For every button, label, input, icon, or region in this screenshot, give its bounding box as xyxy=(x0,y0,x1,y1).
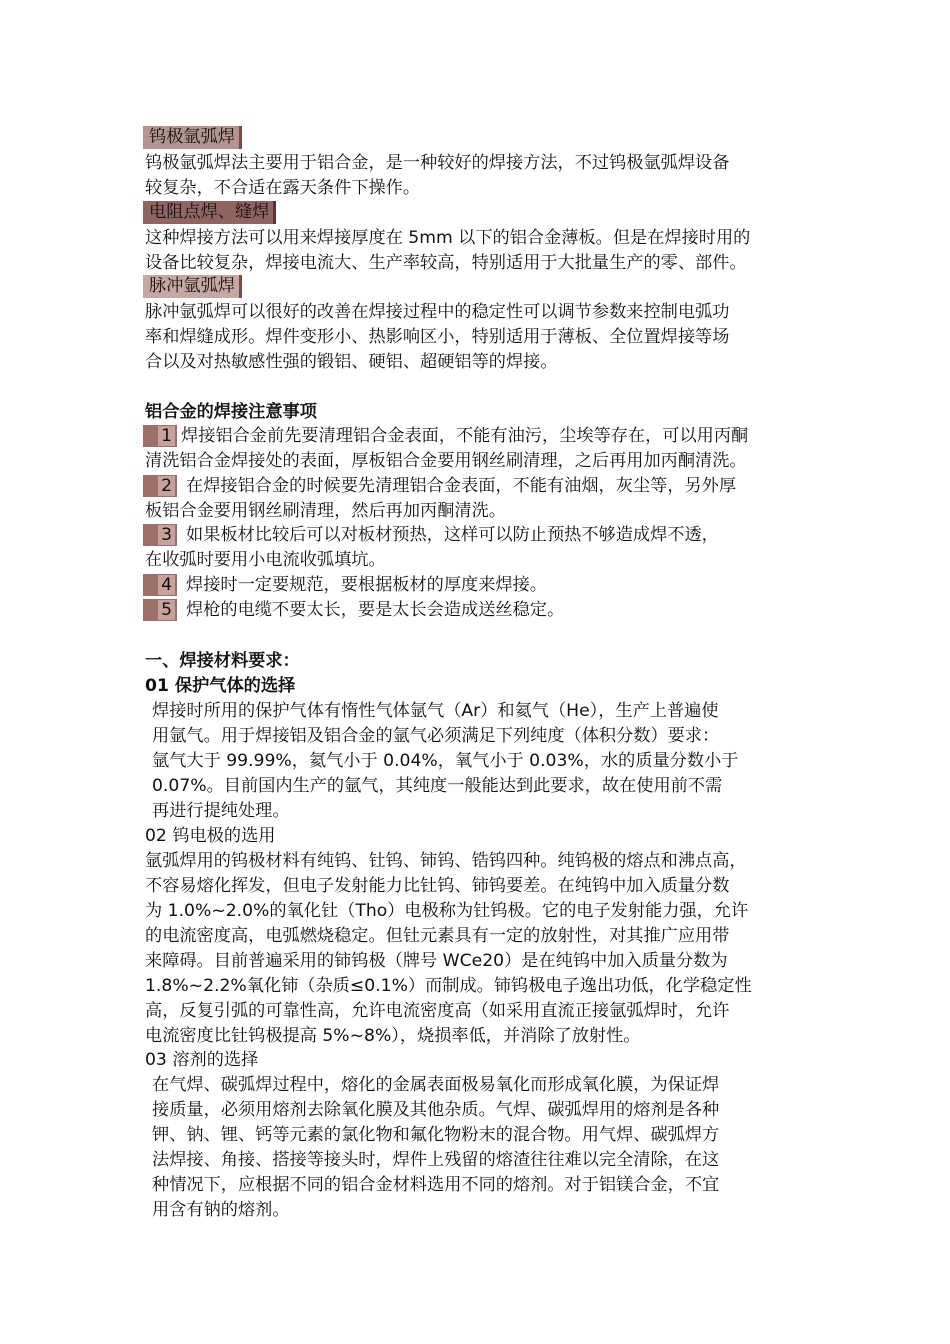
note-number-badge xyxy=(143,475,177,497)
note-number: 4 xyxy=(158,575,175,595)
note-line: 在收弧时要用小电流收弧填坑。 xyxy=(145,550,386,570)
tig-line: 较复杂，不合适在露天条件下操作。 xyxy=(145,178,421,198)
note-line: 清洗铝合金焊接处的表面，厚板铝合金要用钢丝刷清理，之后再用加丙酮清洗。 xyxy=(145,451,747,471)
gas-title: 01 保护气体的选择 xyxy=(145,676,296,696)
spot-line: 这种焊接方法可以用来焊接厚度在 5mm 以下的铝合金薄板。但是在焊接时用的 xyxy=(145,228,751,248)
note-line: 焊接时一定要规范，要根据板材的厚度来焊接。 xyxy=(186,575,547,595)
notes-title: 铝合金的焊接注意事项 xyxy=(145,402,317,422)
note-number-badge xyxy=(143,574,177,596)
note-number: 2 xyxy=(158,476,175,496)
note-number: 3 xyxy=(158,525,175,545)
flux-line: 钾、钠、锂、钙等元素的氯化物和氟化物粉末的混合物。用气焊、碳弧焊方 xyxy=(152,1125,720,1145)
electrode-line: 电流密度比钍钨极提高 5%~8%），烧损率低，并消除了放射性。 xyxy=(145,1026,641,1046)
electrode-line: 氩弧焊用的钨极材料有纯钨、钍钨、铈钨、锆钨四种。纯钨极的熔点和沸点高， xyxy=(145,851,747,871)
gas-line: 再进行提纯处理。 xyxy=(152,801,290,821)
flux-line: 法焊接、角接、搭接等接头时，焊件上残留的熔渣往往难以完全清除，在这 xyxy=(152,1150,720,1170)
flux-line: 在气焊、碳弧焊过程中，熔化的金属表面极易氧化而形成氧化膜，为保证焊 xyxy=(152,1075,720,1095)
note-number-badge xyxy=(143,425,177,447)
note-number-badge xyxy=(143,524,177,546)
note-line: 焊接铝合金前先要清理铝合金表面，不能有油污，尘埃等存在，可以用丙酮 xyxy=(181,426,749,446)
pulse-heading: 脉冲氩弧焊 xyxy=(143,275,242,298)
note-number: 1 xyxy=(158,426,175,446)
note-number-badge xyxy=(143,599,177,621)
electrode-line: 为 1.0%~2.0%的氧化钍（Tho）电极称为钍钨极。它的电子发射能力强，允许 xyxy=(145,901,749,921)
electrode-line: 来障碍。目前普遍采用的铈钨极（牌号 WCe20）是在纯钨中加入质量分数为 xyxy=(145,951,728,971)
gas-line: 焊接时所用的保护气体有惰性气体氩气（Ar）和氦气（He），生产上普遍使 xyxy=(152,701,719,721)
gas-line: 氩气大于 99.99%，氦气小于 0.04%，氧气小于 0.03%，水的质量分数小于 xyxy=(152,751,739,771)
note-line: 板铝合金要用钢丝刷清理，然后再加丙酮清洗。 xyxy=(145,501,506,521)
gas-line: 0.07%。目前国内生产的氩气，其纯度一般能达到此要求，故在使用前不需 xyxy=(152,776,723,796)
flux-title: 03 溶剂的选择 xyxy=(145,1050,259,1070)
note-line: 焊枪的电缆不要太长，要是太长会造成送丝稳定。 xyxy=(186,600,565,620)
tig-heading: 钨极氩弧焊 xyxy=(143,126,242,149)
gas-line: 用氩气。用于焊接铝及铝合金的氩气必须满足下列纯度（体积分数）要求： xyxy=(152,726,720,746)
materials-title: 一、焊接材料要求： xyxy=(145,651,300,671)
note-line: 如果板材比较后可以对板材预热，这样可以防止预热不够造成焊不透， xyxy=(186,525,719,545)
electrode-line: 的电流密度高，电弧燃烧稳定。但钍元素具有一定的放射性，对其推广应用带 xyxy=(145,926,730,946)
spot-heading: 电阻点焊、缝焊 xyxy=(143,201,276,224)
flux-line: 种情况下，应根据不同的铝合金材料选用不同的熔剂。对于铝镁合金，不宜 xyxy=(152,1175,720,1195)
electrode-line: 不容易熔化挥发，但电子发射能力比钍钨、铈钨要差。在纯钨中加入质量分数 xyxy=(145,876,730,896)
note-line: 在焊接铝合金的时候要先清理铝合金表面，不能有油烟，灰尘等，另外厚 xyxy=(186,476,737,496)
spot-line: 设备比较复杂，焊接电流大、生产率较高，特别适用于大批量生产的零、部件。 xyxy=(145,253,747,273)
note-number: 5 xyxy=(158,600,175,620)
electrode-line: 1.8%~2.2%氧化铈（杂质≤0.1%）而制成。铈钨极电子逸出功低，化学稳定性 xyxy=(145,976,752,996)
pulse-line: 率和焊缝成形。焊件变形小、热影响区小，特别适用于薄板、全位置焊接等场 xyxy=(145,327,730,347)
flux-line: 接质量，必须用熔剂去除氧化膜及其他杂质。气焊、碳弧焊用的熔剂是各种 xyxy=(152,1100,720,1120)
tig-line: 钨极氩弧焊法主要用于铝合金，是一种较好的焊接方法，不过钨极氩弧焊设备 xyxy=(145,153,730,173)
pulse-line: 合以及对热敏感性强的锻铝、硬铝、超硬铝等的焊接。 xyxy=(145,352,558,372)
flux-line: 用含有钠的熔剂。 xyxy=(152,1200,290,1220)
pulse-line: 脉冲氩弧焊可以很好的改善在焊接过程中的稳定性可以调节参数来控制电弧功 xyxy=(145,302,730,322)
electrode-line: 高，反复引弧的可靠性高，允许电流密度高（如采用直流正接氩弧焊时，允许 xyxy=(145,1001,730,1021)
electrode-title: 02 钨电极的选用 xyxy=(145,826,276,846)
